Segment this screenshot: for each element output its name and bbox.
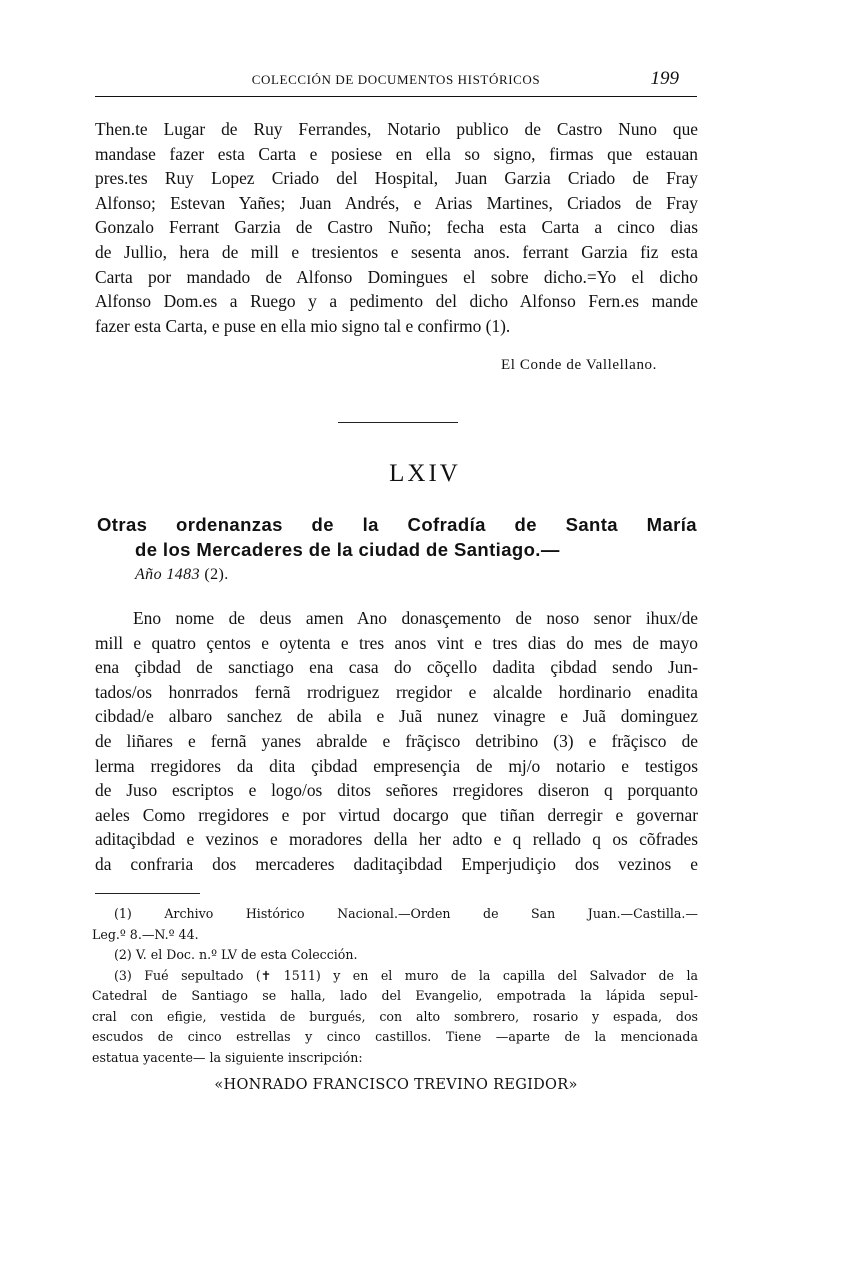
footnotes <box>92 904 698 1068</box>
text-line: Carta por mandado de Alfonso Domingues el sobre dicho.=Yo el dicho <box>95 266 698 287</box>
footnote-3: (3) Fué sepultado (✝ 1511) y en el muro de la capilla del Salvador de la <box>114 967 698 983</box>
footnote-divider <box>95 893 200 894</box>
title-line: Otras ordenanzas de la Cofradía de Santa María <box>97 514 697 535</box>
text-line: cibdad/e albaro sanchez de abila e Juã nunez vinagre e Juã dominguez <box>95 706 698 727</box>
text-line: aeles Como rregidores e por virtud docargo que tiñan derregir e governar <box>95 804 698 825</box>
text-line: ena çibdad de sanctiago ena casa do cõçello dadita çibdad sendo Jun- <box>95 657 698 678</box>
text-line: mill e quatro çentos e oytenta e tres anos vint e tres dias do mes de mayo <box>95 632 698 653</box>
inscription-text: «HONRADO FRANCISCO TREVINO REGIDOR» <box>214 1077 578 1093</box>
text-line: aditaçibdad e vezinos e moradores della her adto e q rellado q os cõfrades <box>95 829 698 850</box>
text-line: de Juso escriptos e logo/os ditos señores rregidores diseron q porquanto <box>95 780 698 801</box>
text-line: pres.tes Ruy Lopez Criado del Hospital, Juan Garzia Criado de Fray <box>95 168 698 189</box>
text-line: lerma rregidores da dita çibdad empresençia de mj/o notario e testigos <box>95 755 698 776</box>
text-line: Then.te Lugar de Ruy Ferrandes, Notario publico de Castro Nuno que <box>95 119 698 139</box>
text-line: mandase fazer esta Carta e posiese en ella so signo, firmas que estauan <box>95 143 698 164</box>
text-line: fazer esta Carta, e puse en ella mio signo tal e confirmo (1). <box>95 315 511 336</box>
footnote-1: (1) Archivo Histórico Nacional.—Orden de San Juan.—Castilla.— <box>114 906 698 921</box>
document-number: LXIV <box>389 460 461 487</box>
text-line: Eno nome de deus amen Ano donasçemento de noso senor ihux/de <box>133 608 698 628</box>
intro-paragraph <box>95 117 698 338</box>
text-line: de Jullio, hera de mill e tresientos e sesenta anos. ferrant Garzia fiz esta <box>95 241 698 262</box>
text-line: Alfonso Dom.es a Ruego y a pedimento del dicho Alfonso Fern.es mande <box>95 291 698 312</box>
title-line: de los Mercaderes de la ciudad de Santiago.— <box>135 539 560 560</box>
author-signature: El Conde de Vallellano. <box>501 357 657 373</box>
text-line: Alfonso; Estevan Yañes; Juan Andrés, e Arias Martines, Criados de Fray <box>95 192 698 213</box>
text-line: tados/os honrrados fernã rrodriguez rregidor e alcalde hordinario enadita <box>95 681 698 702</box>
running-header <box>95 68 697 97</box>
year-label: Año 1483 <box>135 566 200 583</box>
text-line: de liñares e fernã yanes abralde e frãçisco detribino (3) e frãçisco de <box>95 730 698 751</box>
footnote-2: (2) V. el Doc. n.º LV de esta Colección. <box>114 947 358 962</box>
body-paragraph <box>95 606 698 877</box>
text-line: Gonzalo Ferrant Garzia de Castro Nuño; fecha esta Carta a cinco dias <box>95 217 698 238</box>
document-year <box>97 562 697 587</box>
document-title <box>97 512 697 587</box>
footnote-3-line: Catedral de Santiago se halla, lado del Evangelio, empotrada la lápida sepul- <box>92 988 698 1003</box>
text-line: da confraria dos mercaderes daditaçibdad Emperjudiçio dos vezinos e <box>95 853 698 874</box>
page-number: 199 <box>650 68 679 89</box>
year-note-ref: (2). <box>204 566 229 583</box>
footnote-3-line: escudos de cinco estrellas y cinco castillos. Tiene —aparte de la mencionada <box>92 1029 698 1044</box>
footnote-3-line: cral con efigie, vestida de burgués, con alto sombrero, rosario y espada, dos <box>92 1008 698 1024</box>
footnote-3-line: estatua yacente— la siguiente inscripción: <box>92 1049 363 1065</box>
section-divider <box>338 422 458 423</box>
footnote-1-continued: Leg.º 8.—N.º 44. <box>92 926 199 942</box>
running-title: COLECCIÓN DE DOCUMENTOS HISTÓRICOS <box>251 72 541 87</box>
